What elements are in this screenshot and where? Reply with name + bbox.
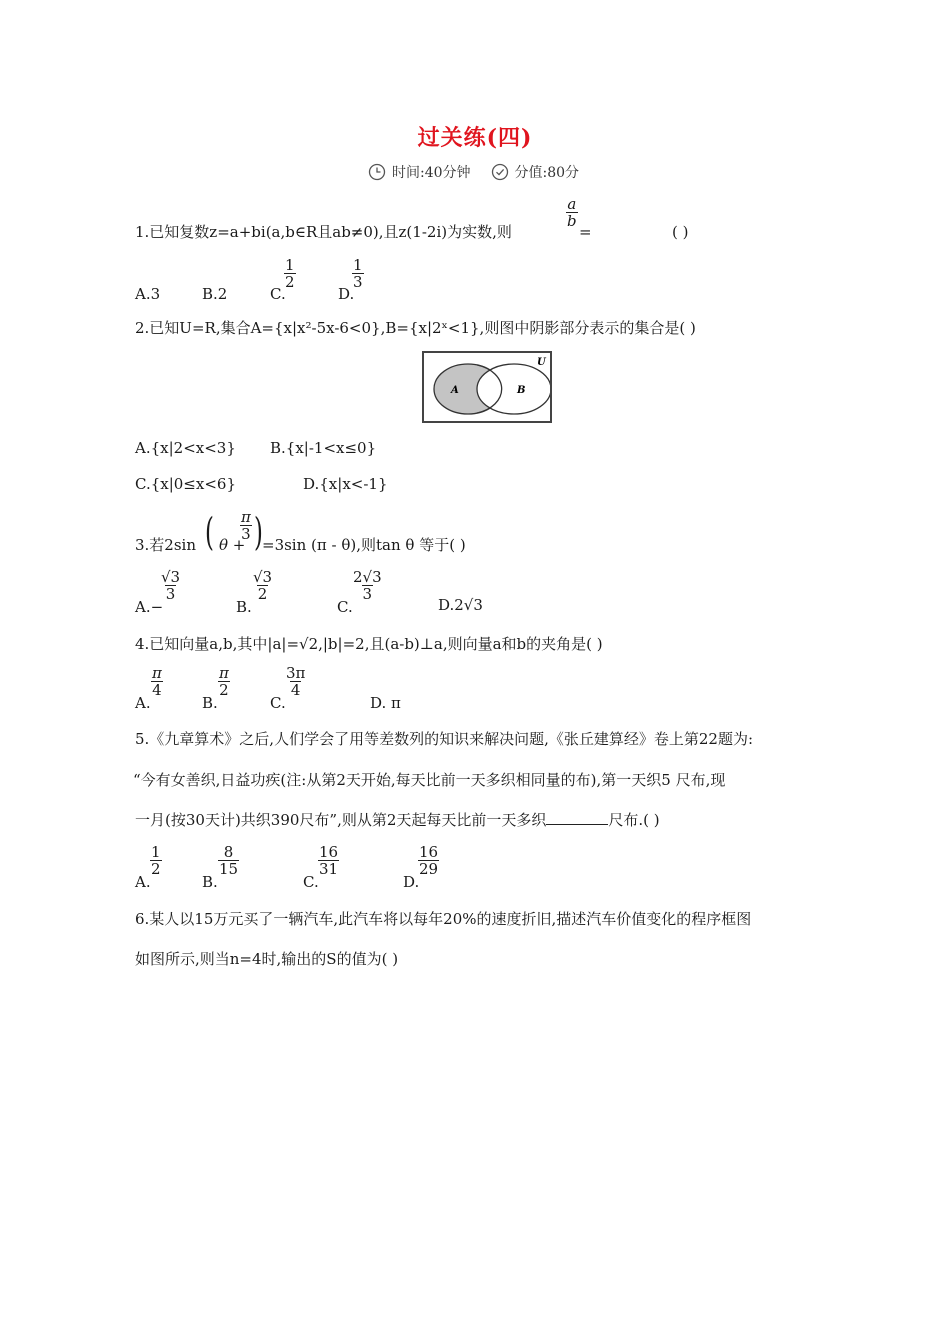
q1-option-d-fraction xyxy=(352,257,364,290)
q3-a-den: 3 xyxy=(165,585,176,603)
q6-line-2: 如图所示,则当n=4时,输出的S的值为( ) xyxy=(135,950,399,968)
q2-option-a: A.{x|2<x<3} xyxy=(135,439,236,457)
q1-stem-end: = xyxy=(579,223,592,241)
q3-b-den: 2 xyxy=(257,585,268,603)
check-circle-icon xyxy=(491,163,509,181)
q4-a-num: π xyxy=(152,664,162,682)
q4-option-d: D. π xyxy=(370,694,401,712)
q4-a-den: 4 xyxy=(152,681,162,699)
q5-c-num: 16 xyxy=(319,843,339,861)
venn-svg xyxy=(424,353,550,421)
score-value: 分值:80分 xyxy=(514,165,580,181)
q4-option-c-prefix: C. xyxy=(270,694,286,712)
exam-meta xyxy=(368,162,579,182)
q2-option-b: B.{x|-1<x≤0} xyxy=(270,439,377,457)
q1-answer-paren: ( ) xyxy=(672,223,689,241)
q5-c-den: 31 xyxy=(319,860,339,878)
q3-left-paren: ( xyxy=(205,510,214,554)
q5-line-3-start: 一月(按30天计)共织390尺布”,则从第2天起每天比前一天多织 xyxy=(135,811,547,829)
venn-diagram xyxy=(422,351,552,423)
q1-option-c-fraction xyxy=(284,257,296,290)
q4-c-num: 3π xyxy=(286,664,306,682)
q5-option-c-fraction xyxy=(318,844,339,877)
page-title: 过关练(四) xyxy=(417,125,533,151)
q1-option-d-prefix: D. xyxy=(338,285,355,303)
q5-option-a-fraction xyxy=(150,844,162,877)
q5-option-c-prefix: C. xyxy=(303,873,319,891)
q6-line-1: 6.某人以15万元买了一辆汽车,此汽车将以每年20%的速度折旧,描述汽车价值变化的程序框图 xyxy=(135,910,752,928)
q5-a-den: 2 xyxy=(151,860,161,878)
q1-option-c-prefix: C. xyxy=(270,285,286,303)
q5-b-num: 8 xyxy=(223,843,234,861)
q4-option-b-prefix: B. xyxy=(202,694,218,712)
time-limit: 时间:40分钟 xyxy=(392,165,471,181)
venn-label-a: A xyxy=(451,385,459,396)
q3-option-a-fraction xyxy=(160,569,181,602)
q5-option-d-prefix: D. xyxy=(403,873,420,891)
q2-option-d: D.{x|x<-1} xyxy=(303,475,388,493)
q4-option-c-fraction xyxy=(285,665,306,698)
q3-pi-num: π xyxy=(241,508,251,526)
q1-option-a: A.3 xyxy=(135,285,161,303)
q4-option-a-prefix: A. xyxy=(135,694,151,712)
q5-line-3 xyxy=(135,810,660,830)
q5-d-num: 16 xyxy=(419,843,439,861)
q1-frac-den: b xyxy=(567,212,577,230)
q4-b-num: π xyxy=(219,664,229,682)
q3-stem-end: =3sin (π - θ),则tan θ 等于( ) xyxy=(262,536,466,554)
q3-b-num: √3 xyxy=(253,568,273,586)
q3-option-a-prefix: A.− xyxy=(135,598,164,616)
q3-option-b-fraction xyxy=(252,569,273,602)
q2-stem: 2.已知U=R,集合A={x|x²-5x-6<0},B={x|2ˣ<1},则图中阴影部分表示的集合是( ) xyxy=(135,319,696,337)
q3-pi-fraction xyxy=(240,509,252,542)
q1-stem: 1.已知复数z=a+bi(a,b∈R且ab≠0),且z(1-2i)为实数,则 xyxy=(135,223,512,241)
q1-d-num: 1 xyxy=(353,256,363,274)
q3-theta-plus: θ + xyxy=(219,536,246,554)
set-b-ellipse xyxy=(477,364,550,414)
q5-option-a-prefix: A. xyxy=(135,873,151,891)
q5-option-b-prefix: B. xyxy=(202,873,218,891)
q4-option-a-fraction xyxy=(151,665,163,698)
q4-option-b-fraction xyxy=(218,665,230,698)
q4-c-den: 4 xyxy=(290,681,301,699)
q1-fraction xyxy=(566,196,578,229)
q1-c-den: 2 xyxy=(285,273,295,291)
q5-b-den: 15 xyxy=(219,860,239,878)
q1-c-num: 1 xyxy=(285,256,295,274)
q3-c-num: 2√3 xyxy=(353,568,382,586)
q5-a-num: 1 xyxy=(151,843,161,861)
q5-option-d-fraction xyxy=(418,844,439,877)
q3-right-paren: ) xyxy=(254,510,263,554)
q2-option-c: C.{x|0≤x<6} xyxy=(135,475,236,493)
q5-option-b-fraction xyxy=(218,844,239,877)
q5-line-1: 5.《九章算术》之后,人们学会了用等差数列的知识来解决问题,《张丘建算经》卷上第22题为: xyxy=(135,730,753,748)
q1-frac-num: a xyxy=(567,195,577,213)
q4-stem: 4.已知向量a,b,其中|a|=√2,|b|=2,且(a-b)⊥a,则向量a和b的夹角是( ) xyxy=(135,635,603,653)
q4-b-den: 2 xyxy=(219,681,229,699)
q3-c-den: 3 xyxy=(362,585,373,603)
q3-stem-start: 3.若2sin xyxy=(135,536,197,554)
q3-option-d: D.2√3 xyxy=(438,596,483,614)
q3-a-num: √3 xyxy=(161,568,181,586)
q3-pi-den: 3 xyxy=(241,525,251,543)
clock-icon xyxy=(368,163,386,181)
q1-d-den: 3 xyxy=(353,273,363,291)
q5-answer-blank xyxy=(546,810,608,825)
q3-option-b-prefix: B. xyxy=(236,598,252,616)
q5-line-2: “今有女善织,日益功疾(注:从第2天开始,每天比前一天多织相同量的布),第一天织5 尺布,现 xyxy=(133,771,726,789)
venn-label-u: U xyxy=(537,357,546,368)
q1-option-b: B.2 xyxy=(202,285,228,303)
q5-line-3-end: 尺布.( ) xyxy=(608,811,660,829)
q3-option-c-prefix: C. xyxy=(337,598,353,616)
venn-label-b: B xyxy=(517,385,526,396)
q3-option-c-fraction xyxy=(352,569,383,602)
q5-d-den: 29 xyxy=(419,860,439,878)
